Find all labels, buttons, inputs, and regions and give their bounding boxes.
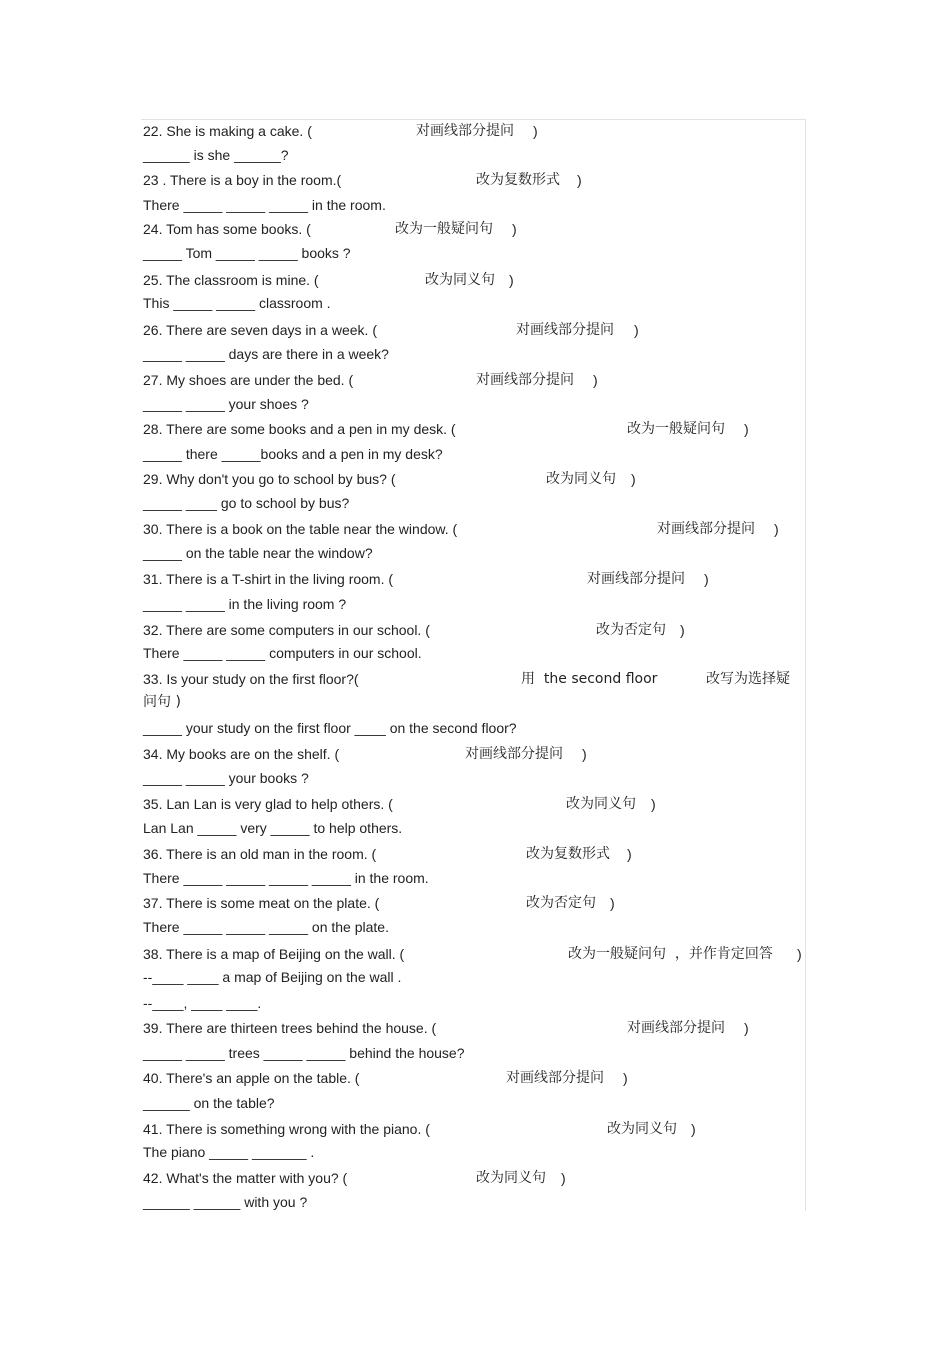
instruction-27: 对画线部分提问 — [476, 372, 574, 388]
question-37: 37. There is some meat on the plate. ( — [143, 895, 380, 911]
instruction-35: 改为同义句 — [566, 796, 636, 812]
question-38: 38. There is a map of Beijing on the wall. ( — [143, 946, 405, 962]
close-paren-39: ) — [744, 1020, 749, 1036]
question-33: 33. Is your study on the first floor?( — [143, 671, 359, 687]
answer-30: _____ on the table near the window? — [143, 545, 373, 561]
question-27: 27. My shoes are under the bed. ( — [143, 372, 354, 388]
question-29: 29. Why don't you go to school by bus? ( — [143, 471, 396, 487]
instruction-37: 改为否定句 — [526, 895, 596, 911]
answer-39: _____ _____ trees _____ _____ behind the house? — [143, 1045, 465, 1061]
question-34: 34. My books are on the shelf. ( — [143, 746, 340, 762]
instruction-30: 对画线部分提问 — [657, 521, 755, 537]
close-paren-40: ) — [623, 1070, 628, 1086]
close-paren-22: ) — [533, 123, 538, 139]
close-paren-23: ) — [577, 172, 582, 188]
question-35: 35. Lan Lan is very glad to help others. ( — [143, 796, 393, 812]
close-paren-24: ) — [512, 221, 517, 237]
answer-22: ______ is she ______? — [143, 147, 289, 163]
question-31: 31. There is a T-shirt in the living room. ( — [143, 571, 394, 587]
close-paren-38: ) — [797, 946, 802, 962]
answer-29: _____ ____ go to school by bus? — [143, 495, 350, 511]
instruction-23: 改为复数形式 — [476, 172, 560, 188]
answer-42: ______ ______ with you ? — [143, 1194, 308, 1210]
close-paren-30: ) — [774, 521, 779, 537]
close-paren-35: ) — [651, 796, 656, 812]
answer-26: _____ _____ days are there in a week? — [143, 346, 389, 362]
instruction-39: 对画线部分提问 — [627, 1020, 725, 1036]
close-paren-27: ) — [593, 372, 598, 388]
answer-33: _____ your study on the first floor ____ on the second floor? — [143, 720, 517, 736]
instruction-32: 改为否定句 — [596, 622, 666, 638]
close-paren-25: ) — [509, 272, 514, 288]
question-36: 36. There is an old man in the room. ( — [143, 846, 377, 862]
question-41: 41. There is something wrong with the piano. ( — [143, 1121, 430, 1137]
close-paren-41: ) — [691, 1121, 696, 1137]
instruction-28: 改为一般疑问句 — [627, 421, 725, 437]
question-40: 40. There's an apple on the table. ( — [143, 1070, 360, 1086]
instruction-42: 改为同义句 — [476, 1170, 546, 1186]
question-22: 22. She is making a cake. ( — [143, 123, 312, 139]
question-23: 23 . There is a boy in the room.( — [143, 172, 342, 188]
instruction-40: 对画线部分提问 — [506, 1070, 604, 1086]
answer-25: This _____ _____ classroom . — [143, 295, 331, 311]
answer-37: There _____ _____ _____ on the plate. — [143, 919, 389, 935]
instruction-31: 对画线部分提问 — [587, 571, 685, 587]
close-paren-29: ) — [631, 471, 636, 487]
answer-32: There _____ _____ computers in our school. — [143, 645, 422, 661]
question-42: 42. What's the matter with you? ( — [143, 1170, 348, 1186]
answer-28: _____ there _____books and a pen in my desk? — [143, 446, 443, 462]
answer-35: Lan Lan _____ very _____ to help others. — [143, 820, 403, 836]
question-24: 24. Tom has some books. ( — [143, 221, 311, 237]
close-paren-34: ) — [582, 746, 587, 762]
instruction-25: 改为同义句 — [425, 272, 495, 288]
close-paren-36: ) — [627, 846, 632, 862]
instruction-33-a: 用 the second floor — [521, 671, 658, 687]
question-32: 32. There are some computers in our school. ( — [143, 622, 430, 638]
close-paren-31: ) — [704, 571, 709, 587]
close-paren-32: ) — [680, 622, 685, 638]
question-26: 26. There are seven days in a week. ( — [143, 322, 377, 338]
answer-41: The piano _____ _______ . — [143, 1144, 315, 1160]
question-39: 39. There are thirteen trees behind the house. ( — [143, 1020, 437, 1036]
close-paren-37: ) — [610, 895, 615, 911]
instruction-34: 对画线部分提问 — [465, 746, 563, 762]
answer-40: ______ on the table? — [143, 1095, 275, 1111]
instruction-22: 对画线部分提问 — [416, 123, 514, 139]
instruction-33-b: 改写为选择疑 — [706, 671, 790, 687]
answer-38-reply: --____, ____ ____. — [143, 995, 262, 1011]
answer-36: There _____ _____ _____ _____ in the room. — [143, 870, 429, 886]
instruction-24: 改为一般疑问句 — [395, 221, 493, 237]
close-paren-28: ) — [744, 421, 749, 437]
instruction-38: 改为一般疑问句 ，并作肯定回答 — [568, 946, 773, 962]
instruction-26: 对画线部分提问 — [516, 322, 614, 338]
instruction-41: 改为同义句 — [607, 1121, 677, 1137]
instruction-36: 改为复数形式 — [526, 846, 610, 862]
answer-27: _____ _____ your shoes ? — [143, 396, 309, 412]
instruction-33-cont: 问句 ) — [143, 694, 181, 710]
close-paren-42: ) — [561, 1170, 566, 1186]
answer-23: There _____ _____ _____ in the room. — [143, 197, 386, 213]
answer-24: _____ Tom _____ _____ books ? — [143, 245, 351, 261]
answer-34: _____ _____ your books ? — [143, 770, 309, 786]
question-25: 25. The classroom is mine. ( — [143, 272, 319, 288]
question-30: 30. There is a book on the table near the window. ( — [143, 521, 458, 537]
close-paren-26: ) — [634, 322, 639, 338]
instruction-29: 改为同义句 — [546, 471, 616, 487]
answer-31: _____ _____ in the living room ? — [143, 596, 347, 612]
answer-38-question: --____ ____ a map of Beijing on the wall . — [143, 969, 402, 985]
question-28: 28. There are some books and a pen in my desk. ( — [143, 421, 456, 437]
